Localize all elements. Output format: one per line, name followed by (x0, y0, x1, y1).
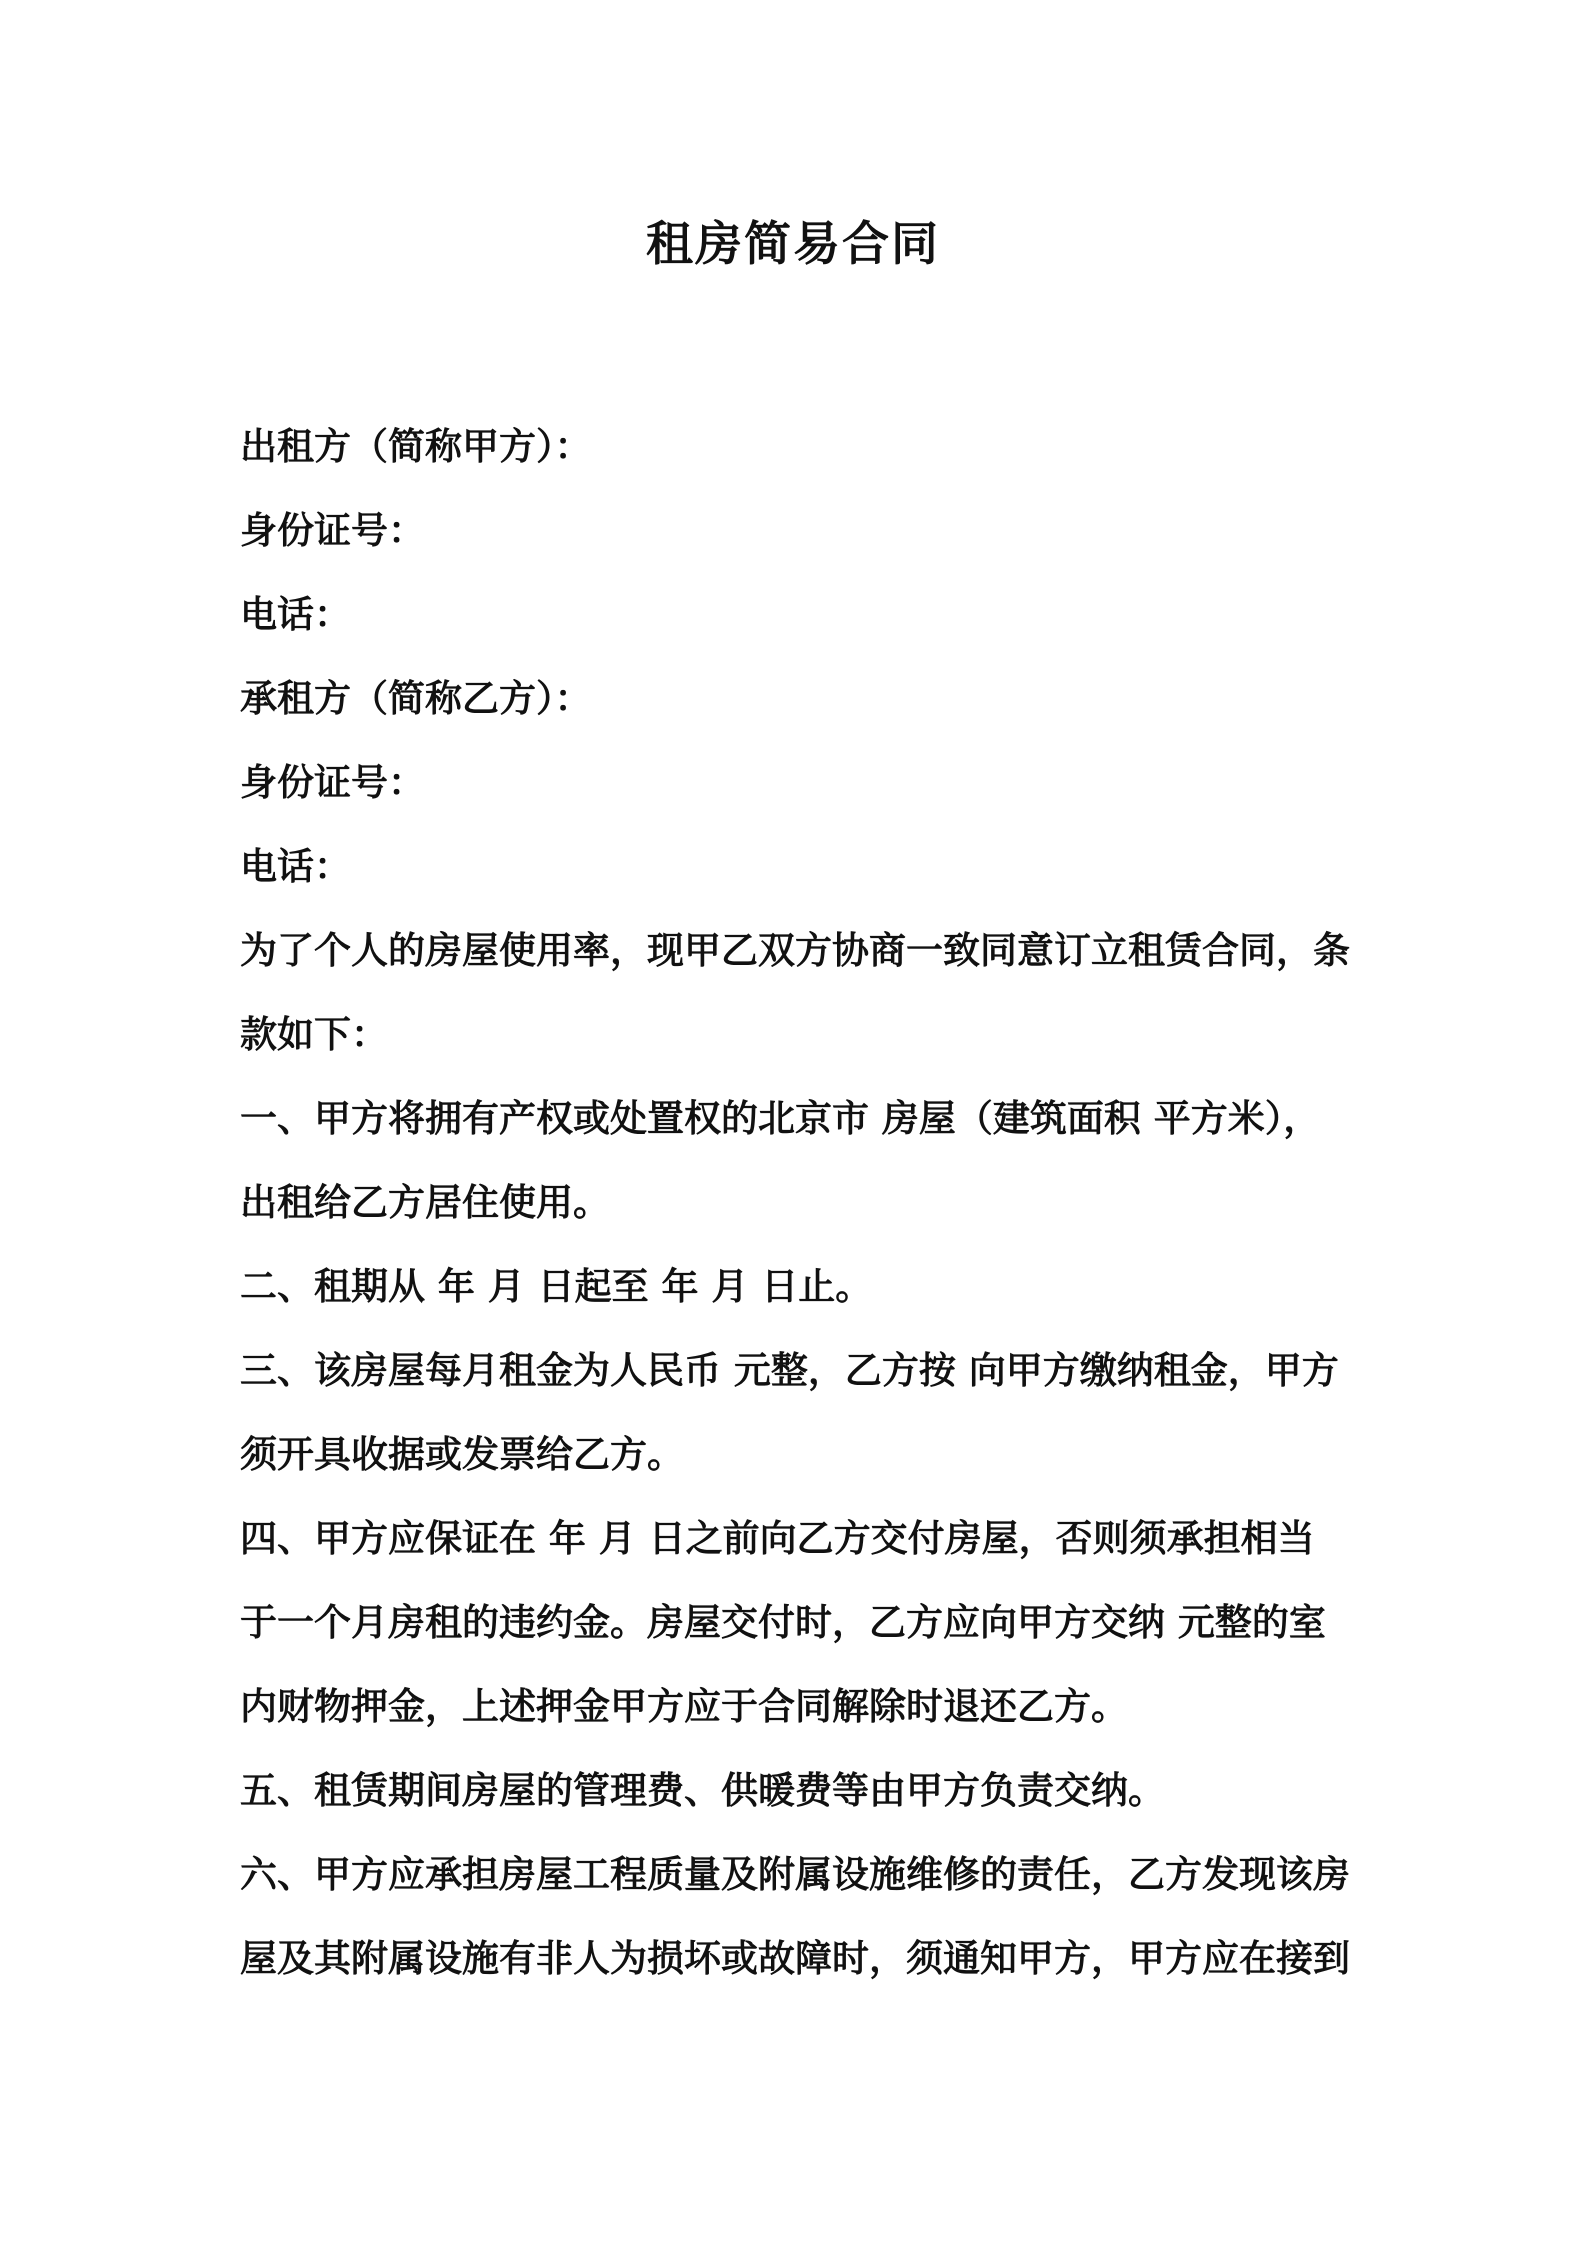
page-title: 租房简易合同 (646, 217, 940, 272)
clause-line: 五、租赁期间房屋的管理费、供暖费等由甲方负责交纳。 (240, 1769, 1165, 1812)
clause-line: 须开具收据或发票给乙方。 (240, 1433, 684, 1476)
intro-paragraph (240, 909, 1360, 1077)
intro-line: 款如下： (240, 1013, 388, 1056)
clause-line: 一、甲方将拥有产权或处置权的北京市 房屋（建筑面积 平方米）， (240, 1097, 1321, 1140)
lessor-phone-label: 电话： (240, 593, 351, 636)
lessee-phone-label: 电话： (240, 845, 351, 888)
lessor-label: 出租方（简称甲方）： (240, 425, 592, 468)
clause-line: 四、甲方应保证在 年 月 日之前向乙方交付房屋，否则须承担相当 (240, 1517, 1315, 1560)
clause-4 (240, 1497, 1360, 1749)
clause-2 (240, 1245, 1360, 1329)
clause-line: 屋及其附属设施有非人为损坏或故障时，须通知甲方，甲方应在接到 (240, 1937, 1350, 1980)
clause-3 (240, 1329, 1360, 1497)
clause-line: 出租给乙方居住使用。 (240, 1181, 610, 1224)
clause-6 (240, 1833, 1360, 2001)
contract-body (240, 405, 1360, 2001)
clause-line: 内财物押金，上述押金甲方应于合同解除时退还乙方。 (240, 1685, 1128, 1728)
clause-line: 于一个月房租的违约金。房屋交付时，乙方应向甲方交纳 元整的室 (240, 1601, 1326, 1644)
clause-1 (240, 1077, 1360, 1245)
lessor-id-label: 身份证号： (240, 509, 425, 552)
intro-line: 为了个人的房屋使用率，现甲乙双方协商一致同意订立租赁合同，条 (240, 929, 1350, 972)
clause-line: 三、该房屋每月租金为人民币 元整，乙方按 向甲方缴纳租金，甲方 (240, 1349, 1339, 1392)
lessee-id-label: 身份证号： (240, 761, 425, 804)
lessee-label: 承租方（简称乙方）： (240, 677, 592, 720)
clause-5 (240, 1749, 1360, 1833)
clause-line: 二、租期从 年 月 日起至 年 月 日止。 (240, 1265, 873, 1308)
clause-line: 六、甲方应承担房屋工程质量及附属设施维修的责任，乙方发现该房 (240, 1853, 1350, 1896)
